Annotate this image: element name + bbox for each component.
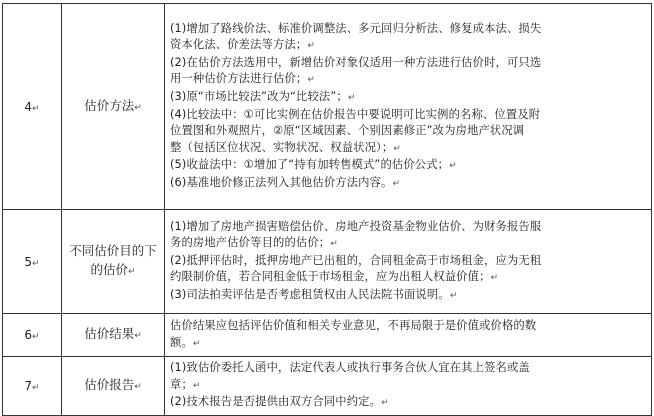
content-line — [170, 157, 647, 175]
paragraph-mark-icon: ↵ — [32, 383, 40, 393]
paragraph-mark-icon: ↵ — [192, 338, 201, 349]
content-line-text: (2)技术报告是否提供由双方合同中约定。 — [170, 395, 382, 409]
content-line — [170, 71, 647, 89]
row-number: 7 — [24, 379, 33, 393]
row-topic: 估价方法 — [84, 97, 135, 113]
content-line-text: 务的房地产估价等目的的估价； — [170, 236, 331, 250]
content-line: 估价结果应包括评估价值和相关专业意见，不再局限于是价值或价格的数 — [170, 318, 537, 332]
paragraph-mark-icon: ↵ — [32, 258, 40, 269]
content-line: (1)增加了房地产损害赔偿估价、房地产投资基金物业估价、为财务报告服 — [170, 219, 542, 233]
paragraph-mark-icon: ↵ — [490, 273, 499, 284]
content-line — [170, 235, 647, 253]
row-topic: 估价结果 — [84, 326, 135, 341]
paragraph-mark-icon: ↵ — [449, 161, 457, 172]
content-line-text: 资本化法、价差法等方法； — [170, 38, 308, 52]
paragraph-mark-icon: ↵ — [127, 267, 136, 277]
content-line — [170, 287, 647, 305]
content-line: (2)在估价方法选用中，新增估价对象仅适用一种方法进行估价时，可只选 — [170, 55, 542, 69]
row-number-cell — [3, 314, 62, 357]
content-line-text: 章； — [170, 377, 193, 391]
content-line — [170, 140, 647, 158]
content-line-text: (3)司法拍卖评估是否考虑租赁权由人民法院书面说明。 — [170, 287, 450, 301]
table-row — [3, 4, 652, 210]
content-line-text: 额。 — [170, 335, 193, 349]
row-topic-cell — [62, 314, 165, 357]
content-line-text: (3)原“市场比较法”改为“比较法”； — [170, 89, 348, 103]
content-line — [170, 335, 647, 353]
content-line: (1)增加了路线价法、标准价调整法、多元回归分析法、修复成本法、损失 — [170, 21, 542, 35]
row-content-cell — [165, 4, 652, 210]
content-line: (1)致估价委托人函中，法定代表人或执行事务合伙人宜在其上签名或盖 — [170, 361, 530, 375]
paragraph-mark-icon: ↵ — [32, 103, 40, 114]
row-number: 6 — [24, 328, 33, 342]
content-line-text: 整（包括区位状况、实物状况、权益状况）； — [170, 140, 394, 154]
content-line — [170, 269, 647, 287]
content-line: (2)抵押评估时，抵押房地产已出租的，合同租金高于市场租金，应为无租 — [170, 253, 542, 267]
paragraph-mark-icon: ↵ — [393, 143, 401, 154]
table-row — [3, 357, 652, 416]
regulation-changes-table — [2, 3, 652, 416]
content-line — [170, 394, 647, 412]
content-line-text: 约限制价值，若合同租金低于市场租金，应为出租人权益价值； — [170, 270, 491, 284]
content-line-text: (5)收益法中：①增加了“持有加转售模式”的估价公式； — [170, 158, 450, 172]
content-line — [170, 37, 647, 55]
row-topic: 估价报告 — [84, 377, 135, 392]
row-content-cell — [165, 357, 652, 416]
paragraph-mark-icon: ↵ — [134, 382, 142, 392]
paragraph-mark-icon: ↵ — [347, 92, 356, 103]
content-line — [170, 175, 647, 193]
content-line: 位置图和外观照片，②原“区域因素、个别因素修正”改为房地产状况调 — [170, 124, 525, 138]
row-topic-cell — [62, 4, 165, 210]
row-topic-cell — [62, 210, 165, 314]
table-row — [3, 314, 652, 357]
content-line-text: 用一种估价方法进行估价； — [170, 72, 308, 86]
row-number-cell — [3, 4, 62, 210]
paragraph-mark-icon: ↵ — [192, 380, 201, 391]
paragraph-mark-icon: ↵ — [381, 398, 389, 409]
table-row — [3, 210, 652, 314]
content-line — [170, 377, 647, 395]
paragraph-mark-icon: ↵ — [32, 332, 40, 342]
row-number-cell — [3, 357, 62, 416]
paragraph-mark-icon: ↵ — [330, 239, 338, 250]
row-content-cell — [165, 314, 652, 357]
content-line: (4)比较法中：①可比实例在估价报告中要说明可比实例的名称、位置及附 — [170, 107, 541, 121]
row-topic: 不同估价目的下的估价 — [69, 243, 157, 277]
paragraph-mark-icon: ↵ — [307, 75, 316, 86]
row-number: 4 — [24, 99, 33, 114]
row-content-cell — [165, 210, 652, 314]
paragraph-mark-icon: ↵ — [449, 290, 458, 301]
paragraph-mark-icon: ↵ — [134, 102, 142, 113]
content-line-text: (6)基准地价修正法列入其他估价方法内容。 — [170, 175, 393, 189]
row-topic-cell — [62, 357, 165, 416]
row-number-cell — [3, 210, 62, 314]
paragraph-mark-icon: ↵ — [134, 331, 142, 341]
paragraph-mark-icon: ↵ — [307, 41, 316, 52]
row-number: 5 — [24, 254, 33, 269]
content-line — [170, 89, 647, 107]
paragraph-mark-icon: ↵ — [392, 178, 401, 189]
